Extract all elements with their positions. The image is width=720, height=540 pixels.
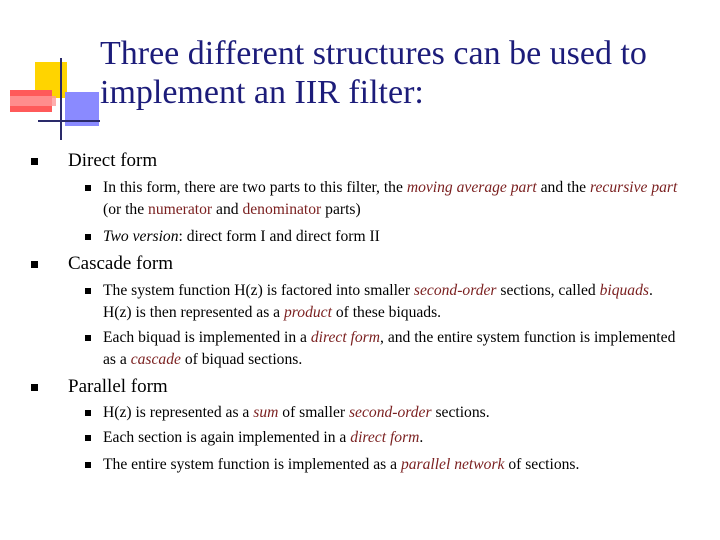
text-run: : direct form I and direct form II [178,228,380,245]
text-run: Each section is again implemented in a [103,429,351,446]
emphasized-term: sum [253,404,279,421]
slide-title: Three different structures can be used to implement an IIR filter: [100,35,647,111]
text-run: of these biquads. [331,303,442,321]
item-bullet [85,335,91,341]
item-bullet [85,185,91,191]
text-run: and the [536,179,590,196]
text-run: sections. [431,404,490,421]
emphasized-term: second-order [413,282,497,299]
item-bullet [85,288,91,294]
text-run: , and the entire system function is implemented as a [103,329,676,368]
slide-logo [0,0,110,150]
section-heading: Cascade form [68,253,173,274]
item-bullet [85,234,91,240]
emphasized-term: biquads [599,282,649,299]
emphasized-term: parallel network [400,456,505,473]
text-run: (or the [103,200,149,218]
text-run: Each biquad is implemented in a [103,329,311,346]
item-bullet [85,410,91,416]
highlighted-term: denominator [242,200,322,218]
text-run: H(z) is represented as a [103,404,254,421]
text-run: In this form, there are two parts to this filter, the [103,179,407,196]
text-run: of smaller [278,404,349,421]
emphasized-term: moving average part [406,179,537,196]
text-run: The entire system function is implemented as a [103,456,401,473]
item-text [103,427,678,449]
logo-red-stripe [10,96,56,106]
text-run: The system function H(z) is factored into smaller [103,282,414,299]
text-run: of sections. [504,456,580,473]
emphasized-term: second-order [348,404,432,421]
text-run: and [212,200,243,218]
item-text [103,402,678,424]
text-run: . [419,429,424,446]
section-bullet [31,158,38,165]
emphasized-term: direct form [350,429,420,446]
emphasized-term: direct form [310,329,381,346]
italic-term: Two version [103,228,179,245]
highlighted-term: numerator [148,200,213,218]
item-bullet [85,462,91,468]
emphasized-term: cascade [130,350,181,368]
emphasized-term: recursive part [590,179,678,196]
section-heading: Direct form [68,150,158,171]
text-run: . H(z) is then represented as a [103,282,653,321]
section-bullet [31,384,38,391]
section-bullet [31,261,38,268]
item-text [103,454,678,476]
logo-vertical-line [60,58,62,140]
emphasized-term: product [283,303,332,321]
item-text [103,177,678,220]
section-heading: Parallel form [68,376,168,397]
item-bullet [85,435,91,441]
text-run: sections, called [496,282,600,299]
text-run: of biquad sections. [180,350,303,368]
logo-horizontal-line [38,120,100,122]
text-run: parts) [321,200,361,218]
item-text [103,327,678,370]
item-text [103,280,678,323]
item-text [103,226,678,248]
